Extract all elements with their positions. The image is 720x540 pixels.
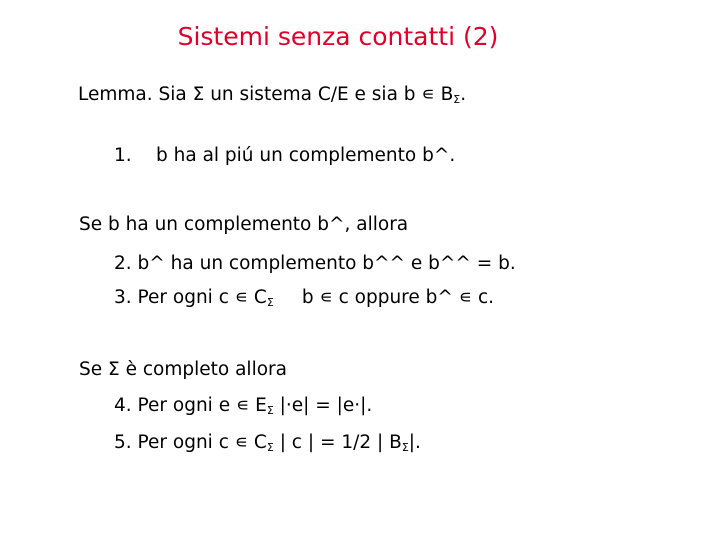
item-3-line bbox=[114, 287, 494, 314]
item-4-part-a: 4. Per ogni e bbox=[114, 395, 236, 416]
item-3-part-b: C bbox=[248, 287, 267, 308]
sigma-subscript: Σ bbox=[453, 93, 461, 106]
sigma-subscript: Σ bbox=[401, 441, 409, 454]
lemma-end: . bbox=[460, 84, 467, 105]
lemma-tail: B bbox=[434, 84, 454, 105]
section-3-heading bbox=[79, 359, 287, 381]
section-3-part-b: è completo allora bbox=[119, 359, 287, 380]
lemma-prefix: Lemma. Sia bbox=[78, 84, 193, 105]
sigma-subscript: Σ bbox=[266, 296, 274, 309]
element-of-symbol: ∊ bbox=[234, 287, 249, 308]
item-5-part-a: 5. Per ogni c bbox=[114, 432, 235, 453]
item-3-part-d: c oppure b^ bbox=[332, 287, 459, 308]
section-3-part-a: Se bbox=[79, 359, 109, 380]
item-3-part-e: c. bbox=[472, 287, 494, 308]
item-4-part-c: |·e| = |e·|. bbox=[273, 395, 373, 416]
lemma-line bbox=[78, 84, 466, 111]
item-5-part-b: C bbox=[248, 432, 267, 453]
item-4-part-b: E bbox=[249, 395, 267, 416]
element-of-symbol: ∊ bbox=[319, 287, 333, 308]
item-3-part-a: 3. Per ogni c bbox=[114, 287, 235, 308]
sigma-symbol: Σ bbox=[192, 84, 205, 105]
item-1-number: 1. bbox=[114, 145, 132, 166]
item-5-part-c: | c | = 1/2 | B bbox=[273, 432, 402, 453]
item-3-part-c: b bbox=[301, 287, 320, 308]
element-of-symbol: ∊ bbox=[458, 287, 473, 308]
element-of-symbol: ∊ bbox=[234, 432, 249, 453]
lemma-middle: un sistema C/E e sia b bbox=[204, 84, 422, 105]
element-of-symbol: ∊ bbox=[421, 84, 435, 105]
sigma-subscript: Σ bbox=[266, 441, 274, 454]
item-4-line bbox=[114, 395, 372, 422]
sigma-subscript: Σ bbox=[266, 404, 274, 417]
item-2-text: 2. b^ ha un complemento b^^ e b^^ = b. bbox=[114, 253, 516, 274]
item-5-part-d: |. bbox=[408, 432, 421, 453]
item-5-line bbox=[114, 432, 421, 459]
element-of-symbol: ∊ bbox=[235, 395, 250, 416]
section-2-heading: Se b ha un complemento b^, allora bbox=[79, 214, 409, 235]
item-1-text: b ha al piú un complemento b^. bbox=[156, 145, 456, 166]
sigma-symbol: Σ bbox=[108, 359, 120, 380]
slide-title: Sistemi senza contatti (2) bbox=[177, 22, 499, 51]
